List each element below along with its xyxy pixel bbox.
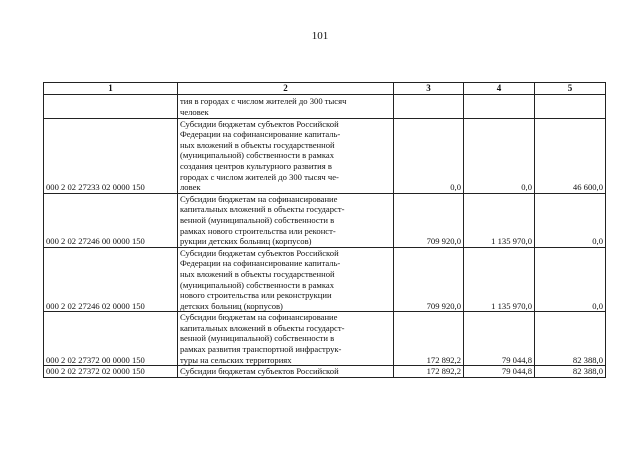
header-col-2: 2 bbox=[178, 83, 394, 95]
amount-col4: 1 135 970,0 bbox=[464, 247, 535, 312]
budget-table bbox=[43, 82, 606, 378]
amount-col5 bbox=[535, 94, 606, 118]
budget-code: 000 2 02 27246 00 0000 150 bbox=[44, 193, 178, 247]
amount-col4: 79 044,8 bbox=[464, 312, 535, 366]
amount-col5: 46 600,0 bbox=[535, 118, 606, 193]
amount-col3: 709 920,0 bbox=[394, 193, 464, 247]
amount-col4: 0,0 bbox=[464, 118, 535, 193]
amount-col4 bbox=[464, 94, 535, 118]
table-row bbox=[44, 366, 606, 378]
table-row bbox=[44, 94, 606, 118]
budget-code: 000 2 02 27372 00 0000 150 bbox=[44, 312, 178, 366]
header-row bbox=[44, 83, 606, 95]
page-number: 101 bbox=[311, 30, 329, 42]
header-col-3: 3 bbox=[394, 83, 464, 95]
table-row bbox=[44, 118, 606, 193]
amount-col3: 0,0 bbox=[394, 118, 464, 193]
item-description: Субсидии бюджетам на софинансирование капитальных вложений в объекты государст- венной (муниципальной) собственности в рамках нового строительства или реконст- рукции детских больниц (корпусов) bbox=[178, 193, 394, 247]
budget-code: 000 2 02 27372 02 0000 150 bbox=[44, 366, 178, 378]
amount-col5: 0,0 bbox=[535, 193, 606, 247]
table-row bbox=[44, 193, 606, 247]
item-description: тия в городах с числом жителей до 300 тысяч человек bbox=[178, 94, 394, 118]
table-row bbox=[44, 247, 606, 312]
amount-col5: 0,0 bbox=[535, 247, 606, 312]
amount-col5: 82 388,0 bbox=[535, 366, 606, 378]
header-col-1: 1 bbox=[44, 83, 178, 95]
budget-code bbox=[44, 94, 178, 118]
amount-col4: 79 044,8 bbox=[464, 366, 535, 378]
item-description: Субсидии бюджетам на софинансирование капитальных вложений в объекты государст- венной (муниципальной) собственности в рамках развития транспортной инфраструк- туры на сельских территориях bbox=[178, 312, 394, 366]
header-col-4: 4 bbox=[464, 83, 535, 95]
budget-code: 000 2 02 27246 02 0000 150 bbox=[44, 247, 178, 312]
amount-col3: 709 920,0 bbox=[394, 247, 464, 312]
item-description: Субсидии бюджетам субъектов Российской Федерации на софинансирование капиталь- ных вложений в объекты государственной (муниципальной) собственности в рамках создания центров культурного развития в городах с числом жителей до 300 тысяч че- ловек bbox=[178, 118, 394, 193]
amount-col3 bbox=[394, 94, 464, 118]
amount-col4: 1 135 970,0 bbox=[464, 193, 535, 247]
item-description: Субсидии бюджетам субъектов Российской Федерации на софинансирование капиталь- ных вложений в объекты государственной (муниципальной) собственности в рамках нового строительства или реконструкции детских больниц (корпусов) bbox=[178, 247, 394, 312]
amount-col5: 82 388,0 bbox=[535, 312, 606, 366]
table-row bbox=[44, 312, 606, 366]
budget-code: 000 2 02 27233 02 0000 150 bbox=[44, 118, 178, 193]
amount-col3: 172 892,2 bbox=[394, 312, 464, 366]
amount-col3: 172 892,2 bbox=[394, 366, 464, 378]
item-description: Субсидии бюджетам субъектов Российской bbox=[178, 366, 394, 378]
header-col-5: 5 bbox=[535, 83, 606, 95]
